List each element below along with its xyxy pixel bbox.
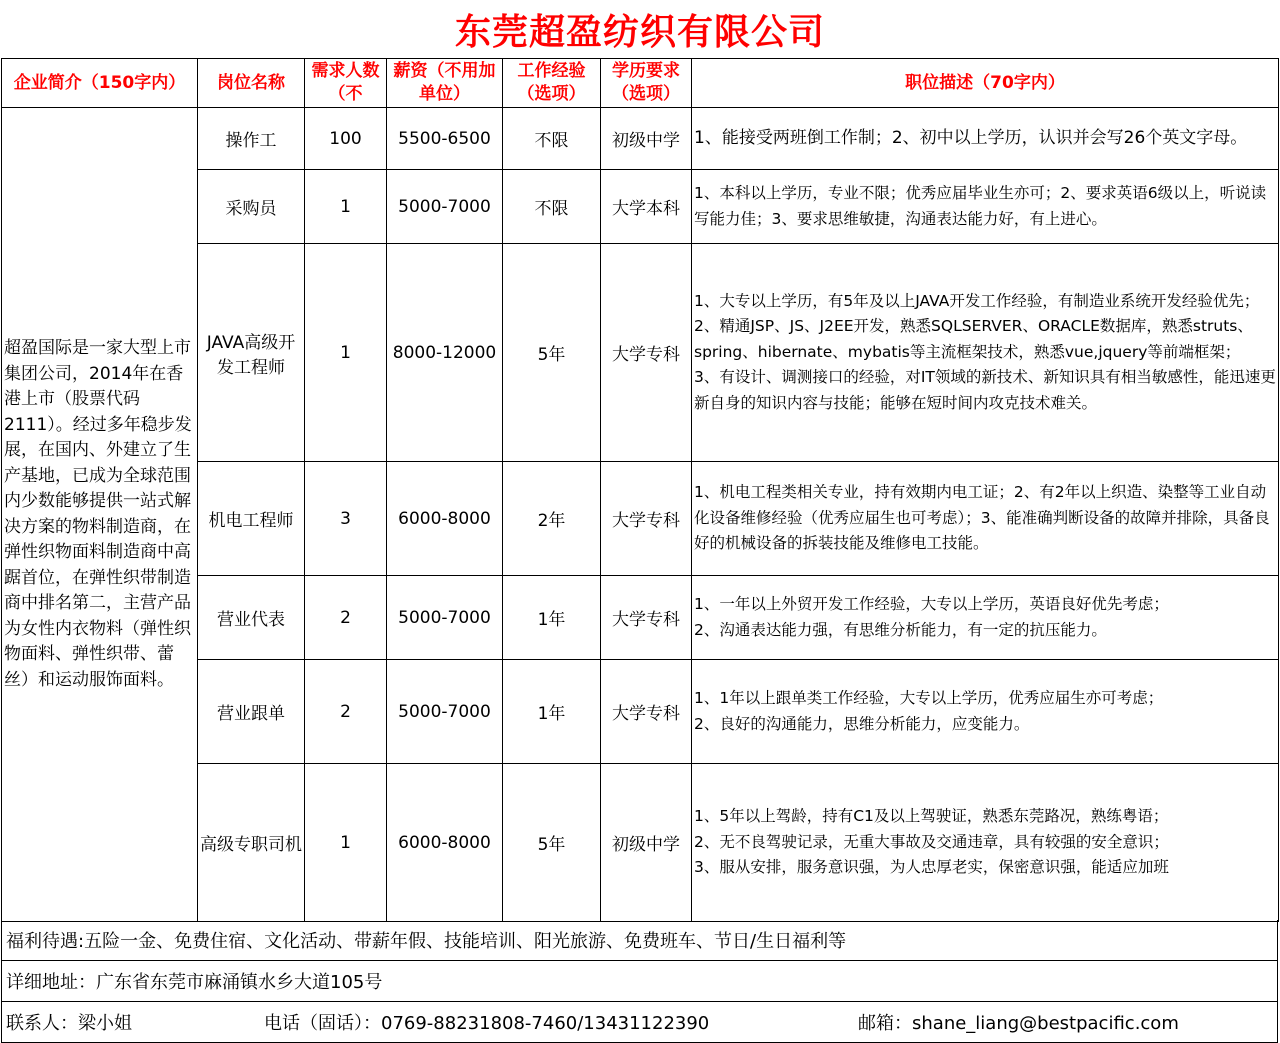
contact-row — [1, 1002, 1278, 1043]
contact-name: 联系人：梁小姐 — [6, 1013, 132, 1034]
job-description — [692, 660, 1279, 764]
job-description — [692, 170, 1279, 244]
desc-line: 3、有设计、调测接口的经验，对IT领域的新技术、新知识具有相当敏感性，能迅速更新自身的知识内容与技能；能够在短时间内攻克技术难关。 — [694, 368, 1276, 412]
desc-line: 2、无不良驾驶记录，无重大事故及交通违章，具有较强的安全意识； — [694, 832, 1169, 851]
job-position: JAVA高级开发工程师 — [198, 244, 305, 462]
job-count: 2 — [305, 660, 387, 764]
desc-line: 1、一年以上外贸开发工作经验，大专以上学历，英语良好优先考虑； — [694, 595, 1169, 613]
job-salary: 6000-8000 — [387, 462, 503, 576]
desc-line: 2、沟通表达能力强，有思维分析能力，有一定的抗压能力。 — [694, 620, 1107, 639]
job-position: 机电工程师 — [198, 462, 305, 576]
desc-line: 2、良好的沟通能力，思维分析能力，应变能力。 — [694, 714, 1030, 733]
job-description — [692, 576, 1279, 660]
job-salary: 5000-7000 — [387, 576, 503, 660]
job-count: 1 — [305, 764, 387, 922]
job-education: 大学专科 — [601, 660, 692, 764]
table-row — [2, 108, 1279, 170]
job-salary: 8000-12000 — [387, 244, 503, 462]
benefits-row — [1, 920, 1278, 961]
desc-line: 1、5年以上驾龄，持有C1及以上驾驶证，熟悉东莞路况，熟练粤语； — [694, 807, 1169, 826]
job-count: 2 — [305, 576, 387, 660]
job-description — [692, 462, 1279, 576]
job-description — [692, 108, 1279, 170]
job-salary: 5500-6500 — [387, 108, 503, 170]
company-title: 东莞超盈纺织有限公司 — [454, 11, 825, 53]
job-count: 3 — [305, 462, 387, 576]
header-row — [2, 59, 1279, 108]
address-row — [1, 961, 1278, 1002]
job-position: 营业代表 — [198, 576, 305, 660]
address-text: 详细地址：广东省东莞市麻涌镇水乡大道105号 — [6, 972, 383, 993]
job-experience: 5年 — [503, 764, 601, 922]
job-experience: 不限 — [503, 108, 601, 170]
job-experience: 不限 — [503, 170, 601, 244]
contact-email[interactable]: 邮箱：shane_liang@bestpacific.com — [858, 1013, 1179, 1034]
contact-phone: 电话（固话）：0769-88231808-7460/13431122390 — [264, 1013, 710, 1034]
job-experience: 5年 — [503, 244, 601, 462]
header-position: 岗位名称 — [198, 59, 305, 108]
header-experience: 工作经验（选项） — [503, 59, 601, 108]
desc-line: 1、1年以上跟单类工作经验，大专以上学历，优秀应届生亦可考虑； — [694, 689, 1164, 707]
job-description — [692, 764, 1279, 922]
job-count: 1 — [305, 170, 387, 244]
job-education: 大学专科 — [601, 244, 692, 462]
header-count: 需求人数（不 — [305, 59, 387, 108]
job-count: 100 — [305, 108, 387, 170]
header-description: 职位描述（70字内） — [692, 59, 1279, 108]
desc-line: 1、机电工程类相关专业，持有效期内电工证；2、有2年以上织造、染整等工业自动化设备维修经验（优秀应届生也可考虑）；3、能准确判断设备的故障并排除，具备良好的机械设备的拆装技能及维修电工技能。 — [694, 483, 1270, 553]
job-education: 大学本科 — [601, 170, 692, 244]
job-education: 大学专科 — [601, 462, 692, 576]
job-position: 高级专职司机 — [198, 764, 305, 922]
desc-line: 1、大专以上学历，有5年及以上JAVA开发工作经验，有制造业系统开发经验优先； — [694, 291, 1260, 310]
job-experience: 1年 — [503, 660, 601, 764]
header-salary: 薪资（不用加单位） — [387, 59, 503, 108]
job-description — [692, 244, 1279, 462]
job-experience: 2年 — [503, 462, 601, 576]
job-education: 初级中学 — [601, 108, 692, 170]
desc-line: 1、本科以上学历，专业不限；优秀应届毕业生亦可；2、要求英语6级以上，听说读写能力佳；3、要求思维敏捷，沟通表达能力好，有上进心。 — [694, 184, 1267, 228]
job-education: 初级中学 — [601, 764, 692, 922]
job-position: 营业跟单 — [198, 660, 305, 764]
job-salary: 5000-7000 — [387, 660, 503, 764]
header-intro: 企业简介（150字内） — [2, 59, 198, 108]
desc-line: 1、能接受两班倒工作制；2、初中以上学历，认识并会写26个英文字母。 — [694, 127, 1248, 148]
header-education: 学历要求（选项） — [601, 59, 692, 108]
company-intro: 超盈国际是一家大型上市集团公司，2014年在香港上市（股票代码2111）。经过多年稳步发展，在国内、外建立了生产基地，已成为全球范围内少数能够提供一站式解决方案的物料制造商，在弹性织物面料制造商中高踞首位，在弹性织带制造商中排名第二，主营产品为女性内衣物料（弹性织物面料、弹性织带、蕾丝）和运动服饰面料。 — [2, 108, 198, 922]
job-salary: 5000-7000 — [387, 170, 503, 244]
job-salary: 6000-8000 — [387, 764, 503, 922]
job-count: 1 — [305, 244, 387, 462]
job-table — [1, 58, 1279, 922]
job-position: 采购员 — [198, 170, 305, 244]
desc-line: 2、精通JSP、JS、J2EE开发，熟悉SQLSERVER、ORACLE数据库，熟悉struts、spring、hibernate、mybatis等主流框架技术，熟悉vue,jquery等前端框架； — [694, 317, 1253, 361]
benefits-text: 福利待遇:五险一金、免费住宿、文化活动、带薪年假、技能培训、阳光旅游、免费班车、节日/生日福利等 — [6, 931, 847, 952]
job-experience: 1年 — [503, 576, 601, 660]
desc-line: 3、服从安排，服务意识强，为人忠厚老实，保密意识强，能适应加班 — [694, 858, 1169, 877]
job-education: 大学专科 — [601, 576, 692, 660]
job-position: 操作工 — [198, 108, 305, 170]
